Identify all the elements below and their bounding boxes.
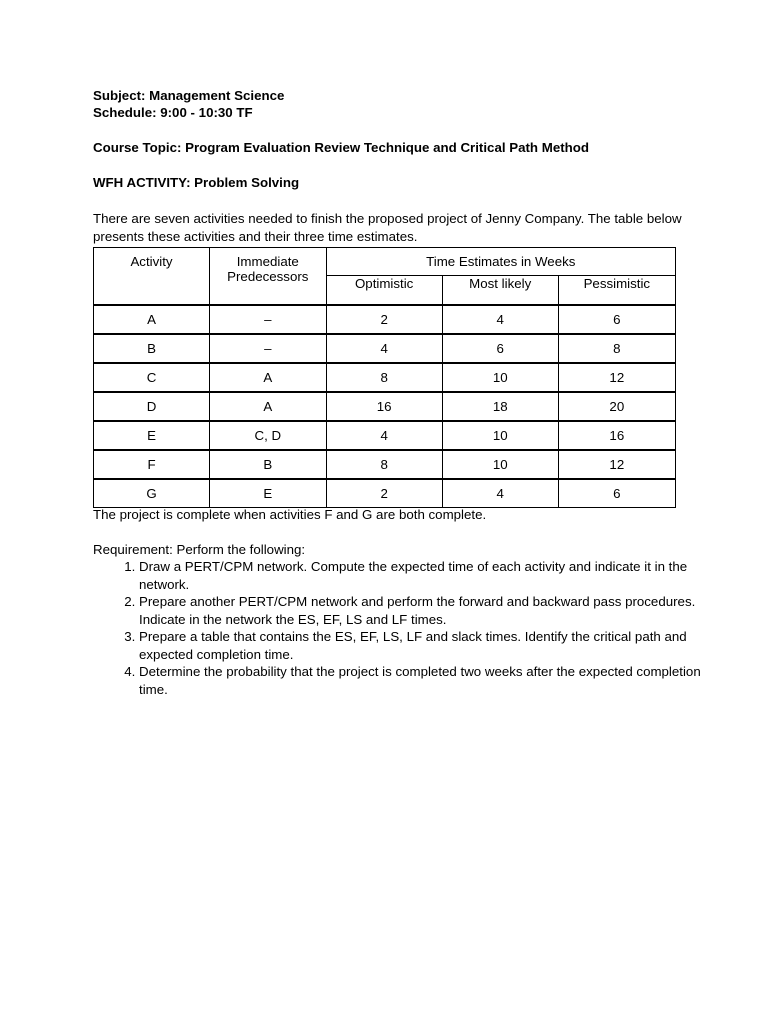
cell-activity: A [94, 305, 210, 334]
table-row [94, 363, 676, 392]
cell-predecessors: A [210, 392, 327, 421]
cell-predecessors: C, D [210, 421, 327, 450]
cell-most-likely: 10 [442, 421, 558, 450]
table-row [94, 479, 676, 508]
time-estimates-table [93, 247, 676, 508]
cell-optimistic: 4 [326, 421, 442, 450]
cell-activity: C [94, 363, 210, 392]
cell-optimistic: 8 [326, 450, 442, 479]
list-item: 1. Draw a PERT/CPM network. Compute the expected time of each activity and indicate it in the network. [139, 558, 729, 593]
cell-pessimistic: 8 [558, 334, 675, 363]
header-most-likely: Most likely [442, 276, 558, 306]
cell-optimistic: 2 [326, 305, 442, 334]
requirement-list [93, 558, 729, 698]
cell-pessimistic: 16 [558, 421, 675, 450]
cell-activity: D [94, 392, 210, 421]
requirement-title: Requirement: Perform the following: [93, 542, 306, 557]
cell-pessimistic: 12 [558, 450, 675, 479]
cell-most-likely: 18 [442, 392, 558, 421]
cell-most-likely: 4 [442, 479, 558, 508]
cell-most-likely: 10 [442, 450, 558, 479]
header-predecessors: Immediate Predecessors [210, 248, 327, 306]
cell-predecessors: E [210, 479, 327, 508]
table-row [94, 450, 676, 479]
cell-optimistic: 2 [326, 479, 442, 508]
cell-most-likely: 6 [442, 334, 558, 363]
course-topic-line: Course Topic: Program Evaluation Review Technique and Critical Path Method [93, 140, 590, 155]
list-item: 2. Prepare another PERT/CPM network and perform the forward and backward pass procedures. Indicate in the network the ES, EF, LS and LF times. [139, 593, 729, 628]
list-item: 3. Prepare a table that contains the ES, EF, LS, LF and slack times. Identify the critical path and expected completion time. [139, 628, 729, 663]
schedule-line: Schedule: 9:00 - 10:30 TF [93, 105, 253, 120]
activity-title: WFH ACTIVITY: Problem Solving [93, 175, 300, 190]
cell-activity: B [94, 334, 210, 363]
header-pessimistic: Pessimistic [558, 276, 675, 306]
table-row [94, 334, 676, 363]
cell-most-likely: 4 [442, 305, 558, 334]
header-time-estimates: Time Estimates in Weeks [326, 248, 675, 276]
cell-pessimistic: 12 [558, 363, 675, 392]
cell-optimistic: 8 [326, 363, 442, 392]
cell-optimistic: 16 [326, 392, 442, 421]
header-activity: Activity [94, 248, 210, 306]
cell-pessimistic: 6 [558, 479, 675, 508]
cell-predecessors: – [210, 305, 327, 334]
table-row [94, 305, 676, 334]
list-item: 4. Determine the probability that the project is completed two weeks after the expected completion time. [139, 663, 729, 698]
completion-note: The project is complete when activities F and G are both complete. [93, 507, 487, 522]
cell-optimistic: 4 [326, 334, 442, 363]
cell-most-likely: 10 [442, 363, 558, 392]
subject-line: Subject: Management Science [93, 88, 285, 103]
header-optimistic: Optimistic [326, 276, 442, 306]
cell-pessimistic: 6 [558, 305, 675, 334]
cell-predecessors: B [210, 450, 327, 479]
cell-pessimistic: 20 [558, 392, 675, 421]
cell-activity: F [94, 450, 210, 479]
intro-paragraph: There are seven activities needed to finish the proposed project of Jenny Company. The table below presents these activities and their three time estimates. [93, 211, 682, 244]
cell-predecessors: A [210, 363, 327, 392]
table-row [94, 421, 676, 450]
cell-activity: G [94, 479, 210, 508]
table-row [94, 392, 676, 421]
cell-predecessors: – [210, 334, 327, 363]
cell-activity: E [94, 421, 210, 450]
